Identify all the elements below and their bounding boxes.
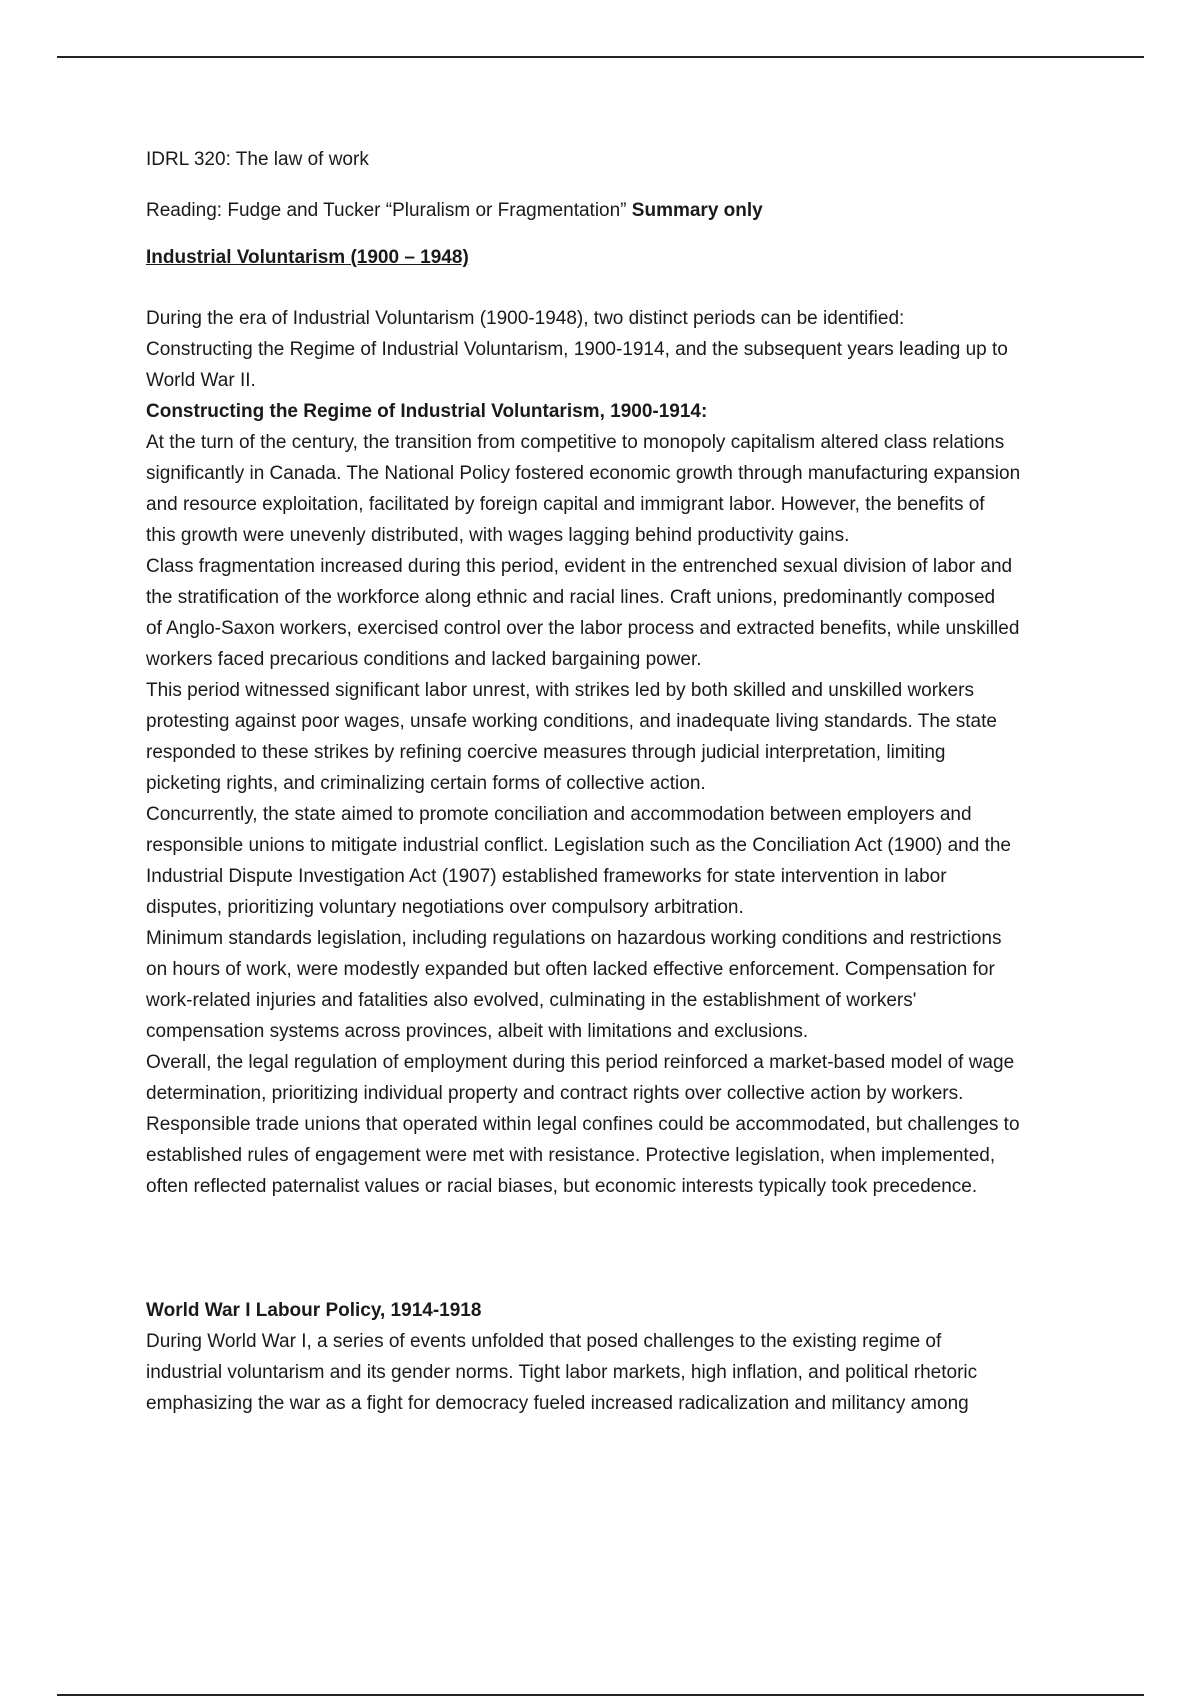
intro-paragraph: [146, 303, 1096, 396]
text-line: compensation systems across provinces, albeit with limitations and exclusions.: [146, 1021, 809, 1042]
text-line: this growth were unevenly distributed, with wages lagging behind productivity gains.: [146, 525, 850, 546]
paragraph-wwi: [146, 1326, 1096, 1419]
course-title: IDRL 320: The law of work: [146, 149, 369, 170]
text-line: the stratification of the workforce along ethnic and racial lines. Craft unions, predominantly composed: [146, 587, 996, 608]
text-line: significantly in Canada. The National Policy fostered economic growth through manufacturing expansion: [146, 463, 1021, 484]
text-line: Minimum standards legislation, including regulations on hazardous working conditions and restrictions: [146, 928, 1002, 949]
text-line: picketing rights, and criminalizing certain forms of collective action.: [146, 773, 706, 794]
text-line: Overall, the legal regulation of employment during this period reinforced a market-based model of wage: [146, 1052, 1015, 1073]
paragraph-overall: [146, 1047, 1096, 1202]
text-line: responsible unions to mitigate industrial conflict. Legislation such as the Conciliation Act (1900) and the: [146, 835, 1012, 856]
paragraph-minimum-standards: [146, 923, 1096, 1047]
reading-citation: Reading: Fudge and Tucker “Pluralism or Fragmentation”: [146, 200, 627, 221]
subsection-heading-regime: Constructing the Regime of Industrial Voluntarism, 1900-1914:: [146, 401, 708, 422]
text-line: Class fragmentation increased during this period, evident in the entrenched sexual division of labor and: [146, 556, 1013, 577]
text-line: Responsible trade unions that operated within legal confines could be accommodated, but challenges to: [146, 1114, 1020, 1135]
text-line: workers faced precarious conditions and lacked bargaining power.: [146, 649, 702, 670]
text-line: protesting against poor wages, unsafe working conditions, and inadequate living standards. The state: [146, 711, 997, 732]
text-line: work-related injuries and fatalities also evolved, culminating in the establishment of workers': [146, 990, 917, 1011]
document-body: [146, 144, 1096, 1419]
paragraph-capitalism: [146, 427, 1096, 551]
text-line: This period witnessed significant labor unrest, with strikes led by both skilled and unskilled workers: [146, 680, 974, 701]
reading-emphasis: Summary only: [631, 200, 763, 221]
text-line: Industrial Dispute Investigation Act (1907) established frameworks for state intervention in labor: [146, 866, 947, 887]
text-line: and resource exploitation, facilitated by foreign capital and immigrant labor. However, the benefits of: [146, 494, 985, 515]
text-line: Concurrently, the state aimed to promote conciliation and accommodation between employers and: [146, 804, 972, 825]
text-line: At the turn of the century, the transition from competitive to monopoly capitalism altered class relations: [146, 432, 1005, 453]
text-line: established rules of engagement were met with resistance. Protective legislation, when implemented,: [146, 1145, 996, 1166]
text-line: of Anglo-Saxon workers, exercised control over the labor process and extracted benefits, while unskilled: [146, 618, 1020, 639]
text-line: determination, prioritizing individual property and contract rights over collective action by workers.: [146, 1083, 964, 1104]
header-rule: [57, 56, 1144, 58]
text-line: industrial voluntarism and its gender norms. Tight labor markets, high inflation, and political rhetoric: [146, 1362, 978, 1383]
text-line: During the era of Industrial Voluntarism (1900-1948), two distinct periods can be identified:: [146, 308, 905, 329]
section-spacer: [146, 1202, 1096, 1295]
text-line: often reflected paternalist values or racial biases, but economic interests typically took precedence.: [146, 1176, 978, 1197]
text-line: emphasizing the war as a fight for democracy fueled increased radicalization and militancy among: [146, 1393, 969, 1414]
footer-rule: [57, 1694, 1144, 1696]
text-line: Constructing the Regime of Industrial Voluntarism, 1900-1914, and the subsequent years leading up to: [146, 339, 1008, 360]
section-heading: Industrial Voluntarism (1900 – 1948): [146, 247, 469, 268]
paragraph-labor-unrest: [146, 675, 1096, 799]
text-line: responded to these strikes by refining coercive measures through judicial interpretation, limiting: [146, 742, 946, 763]
text-line: During World War I, a series of events unfolded that posed challenges to the existing regime of: [146, 1331, 942, 1352]
text-line: World War II.: [146, 370, 256, 391]
text-line: disputes, prioritizing voluntary negotiations over compulsory arbitration.: [146, 897, 744, 918]
subsection-heading-wwi: World War I Labour Policy, 1914-1918: [146, 1300, 482, 1321]
reading-line: [146, 195, 1096, 226]
text-line: on hours of work, were modestly expanded but often lacked effective enforcement. Compensation for: [146, 959, 995, 980]
paragraph-conciliation: [146, 799, 1096, 923]
paragraph-fragmentation: [146, 551, 1096, 675]
